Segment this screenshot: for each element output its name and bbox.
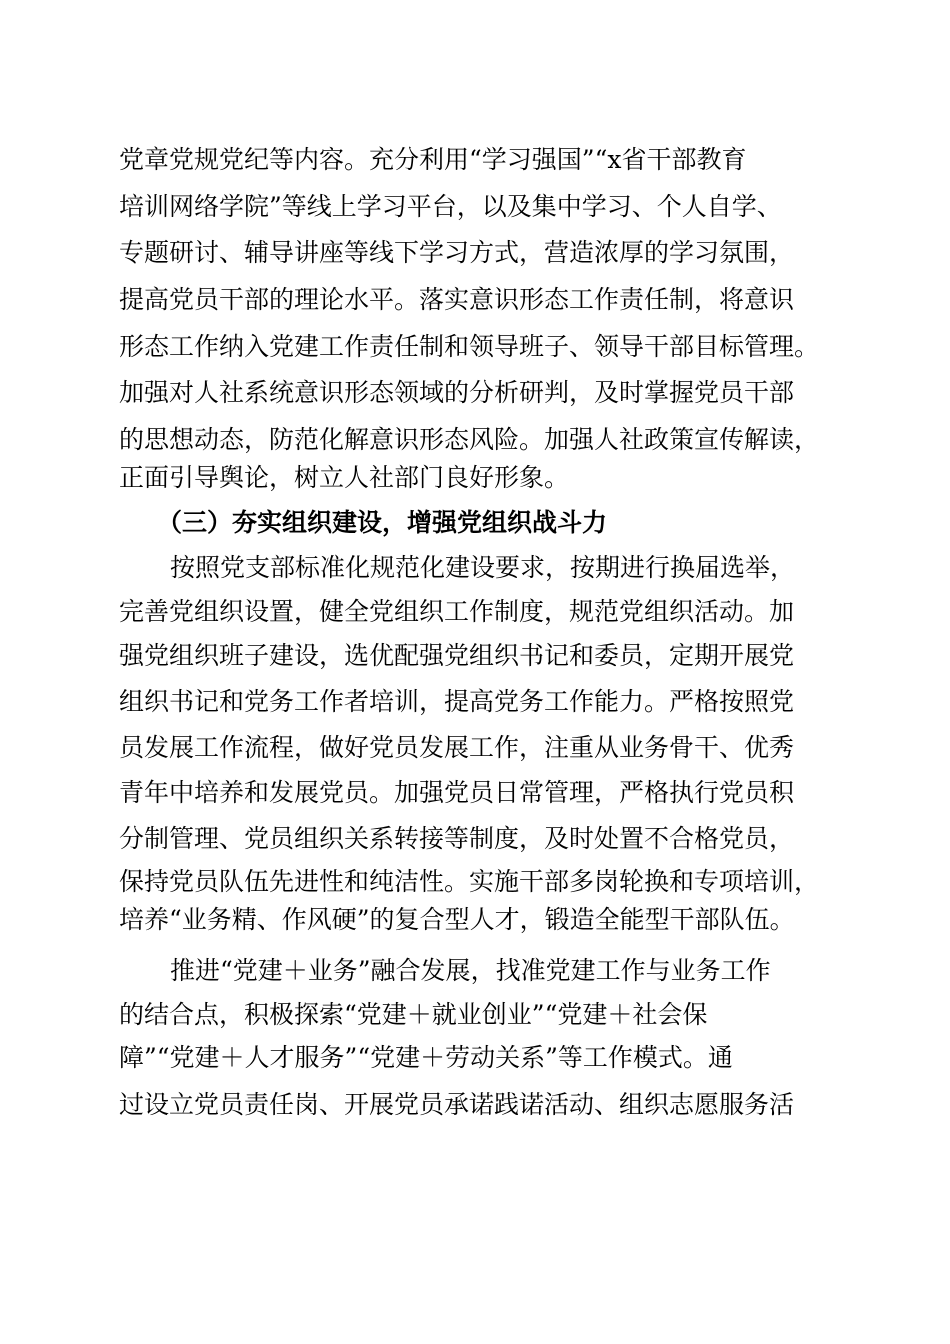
body-line: 的思想动态，防范化解意识形态风险。加强人社政策宣传解读， — [119, 425, 820, 454]
body-line: 加强对人社系统意识形态领域的分析研判，及时掌握党员干部 — [119, 378, 795, 407]
body-line: 员发展工作流程，做好党员发展工作，注重从业务骨干、优秀 — [119, 733, 795, 762]
body-line: 形态工作纳入党建工作责任制和领导班子、领导干部目标管理。 — [119, 332, 820, 361]
body-line: 障”“党建＋人才服务”“党建＋劳动关系”等工作模式。通 — [119, 1043, 733, 1072]
body-line: 保持党员队伍先进性和纯洁性。实施干部多岗轮换和专项培训， — [119, 867, 820, 896]
body-line: 完善党组织设置，健全党组织工作制度，规范党组织活动。加 — [119, 597, 795, 626]
body-line: 过设立党员责任岗、开展党员承诺践诺活动、组织志愿服务活 — [119, 1090, 795, 1119]
paragraph-first-line: 推进“党建＋业务”融合发展，找准党建工作与业务工作 — [170, 956, 771, 985]
body-line: 青年中培养和发展党员。加强党员日常管理，严格执行党员积 — [119, 778, 795, 807]
body-line: 培训网络学院”等线上学习平台，以及集中学习、个人自学、 — [119, 192, 782, 221]
body-line: 分制管理、党员组织关系转接等制度，及时处置不合格党员， — [119, 824, 795, 853]
body-line: 专题研讨、辅导讲座等线下学习方式，营造浓厚的学习氛围， — [119, 238, 795, 267]
body-line: 提高党员干部的理论水平。落实意识形态工作责任制，将意识 — [119, 285, 795, 314]
body-line: 强党组织班子建设，选优配强党组织书记和委员，定期开展党 — [119, 641, 795, 670]
body-line: 党章党规党纪等内容。充分利用“学习强国”“x省干部教育 — [119, 145, 747, 174]
body-line: 组织书记和党务工作者培训，提高党务工作能力。严格按照党 — [119, 687, 795, 716]
body-line: 正面引导舆论，树立人社部门良好形象。 — [119, 463, 570, 492]
paragraph-first-line: 按照党支部标准化规范化建设要求，按期进行换届选举， — [170, 553, 796, 582]
body-line: 培养“业务精、作风硬”的复合型人才，锻造全能型干部队伍。 — [119, 905, 795, 934]
section-heading: （三）夯实组织建设，增强党组织战斗力 — [157, 508, 608, 537]
body-line: 的结合点，积极探索“党建＋就业创业”“党建＋社会保 — [119, 1000, 708, 1029]
